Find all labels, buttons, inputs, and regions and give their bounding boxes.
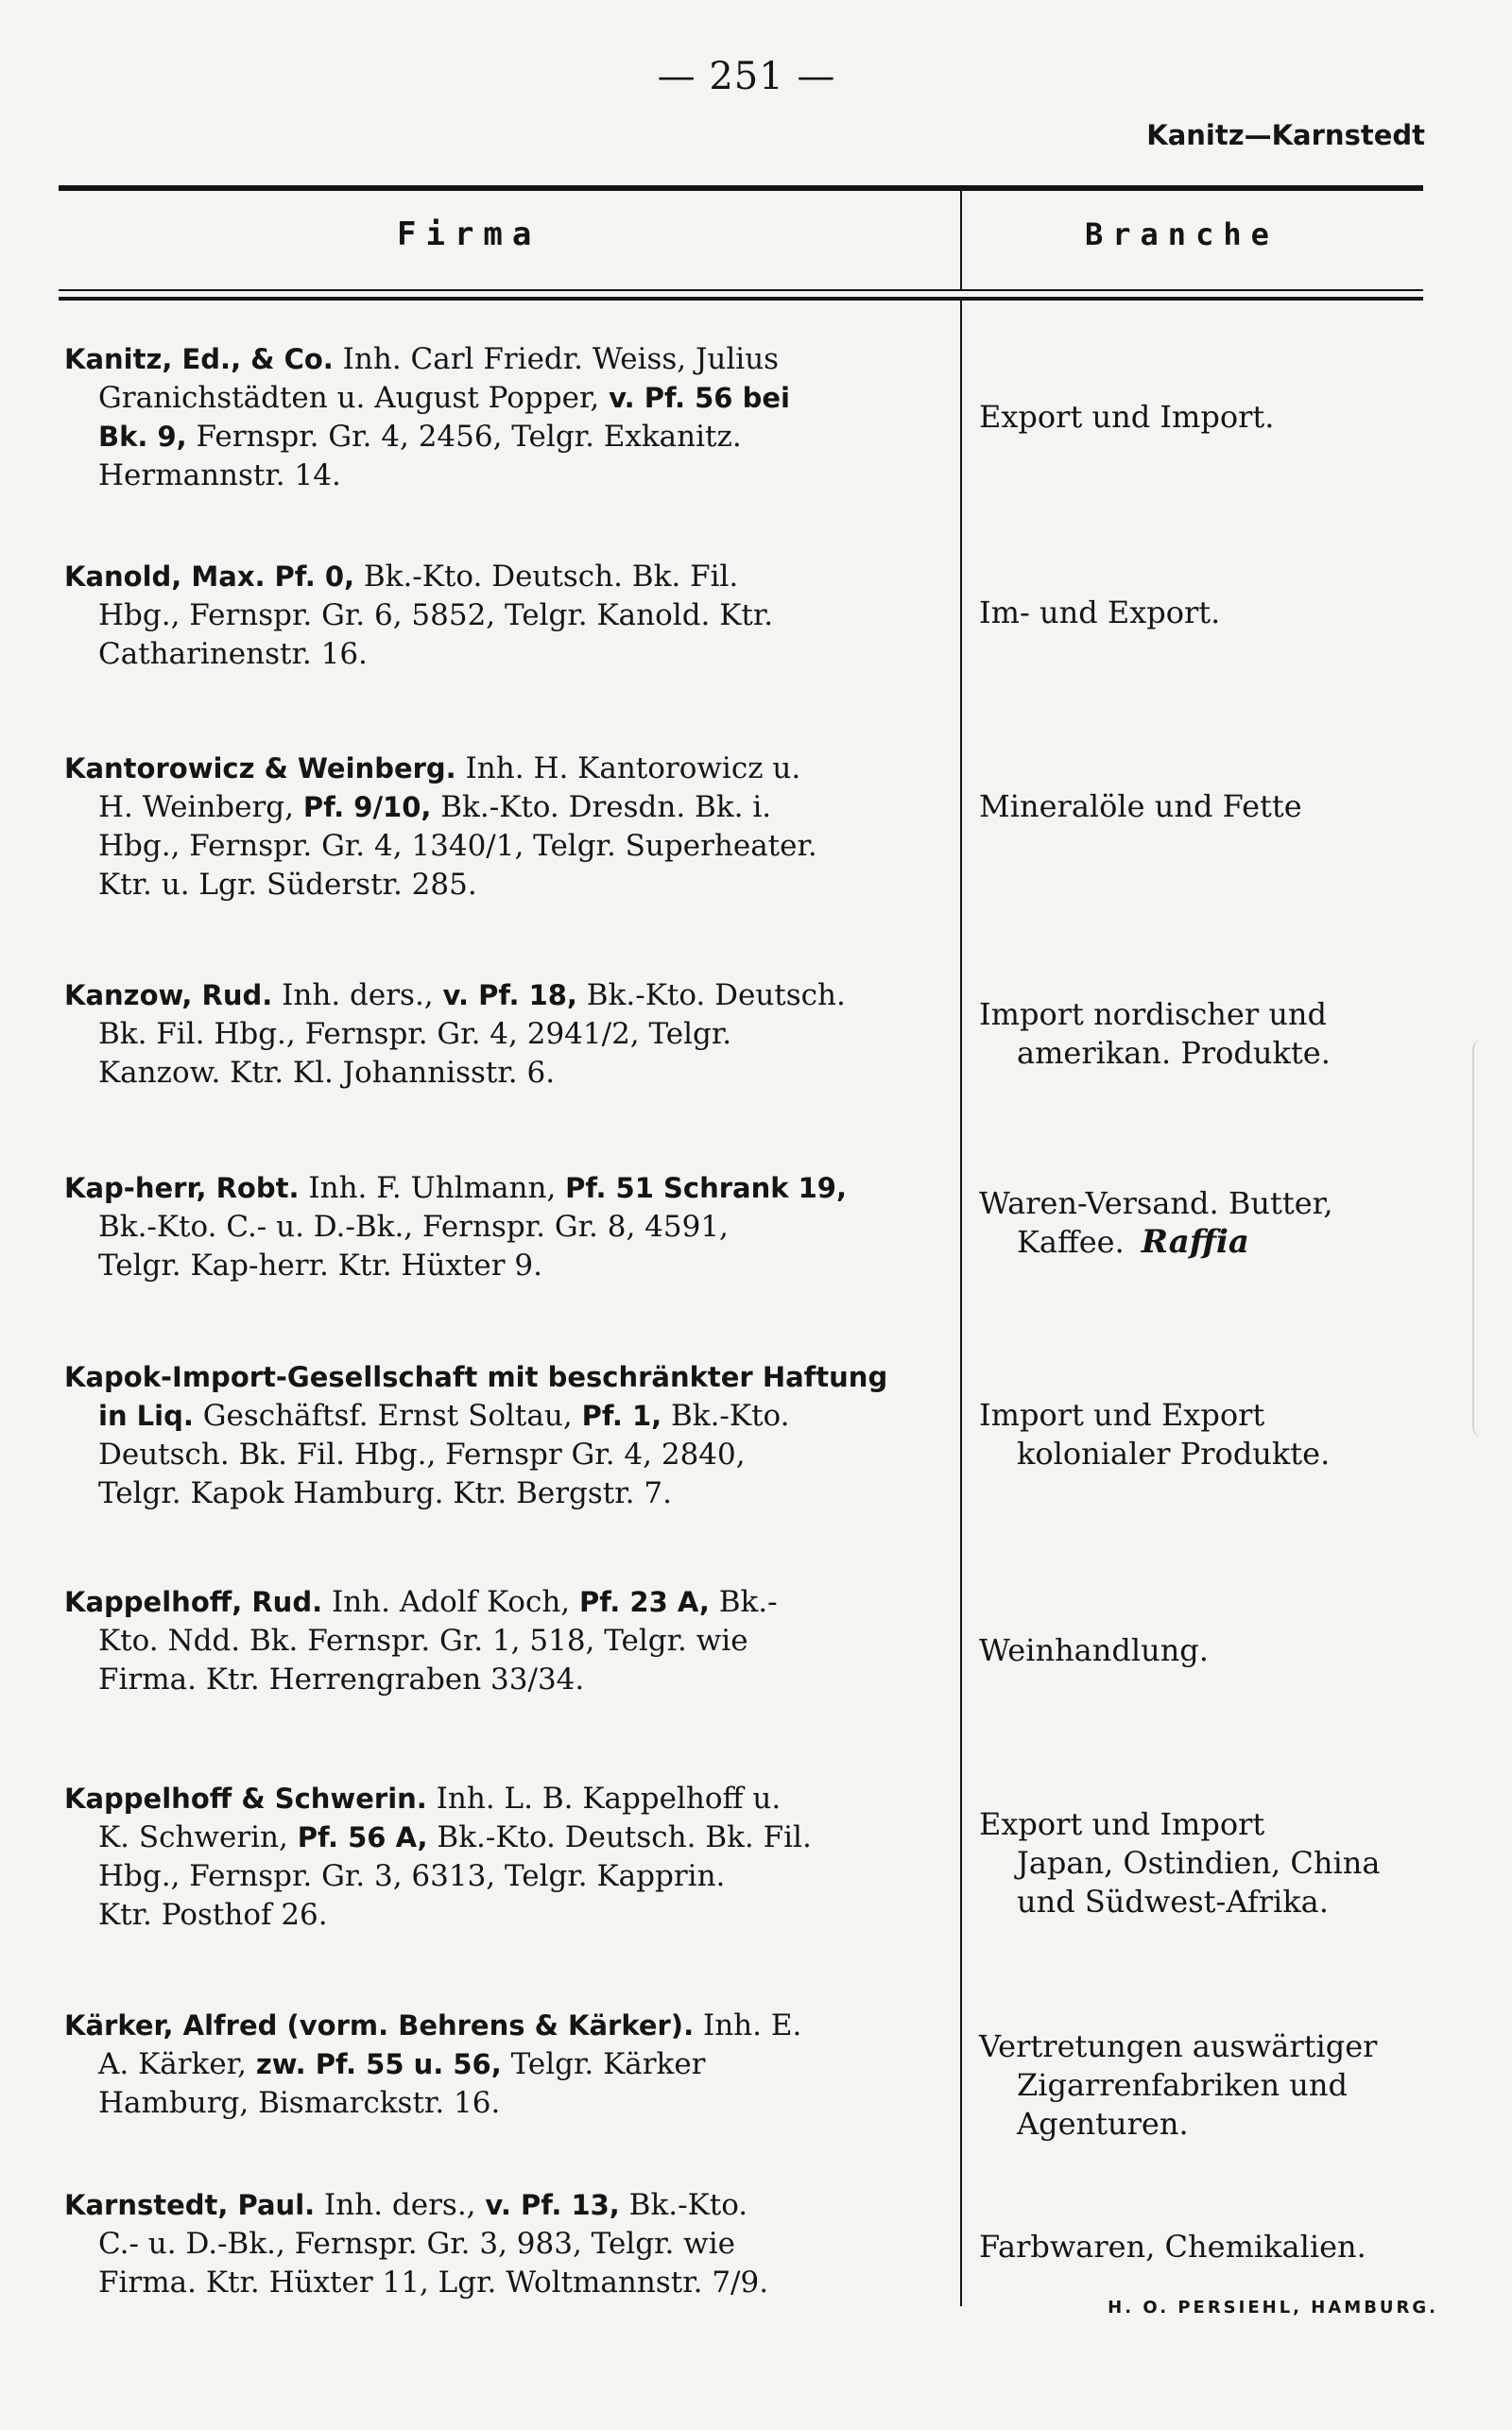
entry-branche — [979, 1184, 1489, 1262]
text-segment: Hbg., Fernspr. Gr. 3, 6313, Telgr. Kapprin. — [98, 1859, 726, 1893]
branche-line — [979, 1631, 1489, 1670]
bold-segment: Bk. 9, — [98, 421, 187, 453]
entry-line — [64, 1247, 953, 1285]
entry-line — [64, 750, 953, 788]
entry-firma — [64, 750, 953, 905]
entry-line — [64, 866, 953, 905]
text-segment: Inh. L. B. Kappelhoff u. — [426, 1782, 782, 1816]
header-rule-double — [59, 297, 1423, 301]
branche-text: kolonialer Produkte. — [1017, 1436, 1331, 1472]
text-segment: Firma. Ktr. Hüxter 11, Lgr. Woltmannstr. 7/9. — [98, 2266, 769, 2300]
bold-segment: v. Pf. 18, — [442, 979, 577, 1011]
branche-line — [979, 398, 1489, 437]
text-segment: Bk.- — [709, 1585, 778, 1619]
bold-segment: Kärker, Alfred (vorm. Behrens & Kärker). — [64, 2009, 695, 2042]
entry-line — [64, 1436, 953, 1474]
bold-segment: Kanzow, Rud. — [64, 979, 273, 1011]
entry-branche — [979, 1396, 1489, 1474]
entry-line — [64, 1857, 953, 1896]
branche-line — [979, 1184, 1489, 1223]
bold-segment: Pf. 56 A, — [297, 1821, 428, 1853]
branche-text: und Südwest-Afrika. — [1017, 1884, 1329, 1920]
text-segment — [266, 560, 275, 594]
text-segment: Hermannstr. 14. — [98, 458, 341, 492]
entry-line — [64, 1818, 953, 1857]
entry-firma — [64, 340, 953, 495]
entry-line — [64, 1208, 953, 1247]
entry-firma — [64, 1780, 953, 1935]
entry-line — [64, 1896, 953, 1935]
entry-branche — [979, 398, 1489, 437]
entry-line — [64, 976, 953, 1015]
text-segment: Bk.-Kto. — [619, 2188, 748, 2222]
entry-line — [64, 1622, 953, 1661]
bold-segment: Pf. 23 A, — [579, 1586, 710, 1618]
branche-line — [979, 787, 1489, 826]
running-head: Kanitz—Karnstedt — [1146, 119, 1425, 151]
branche-text: Waren-Versand. Butter, — [979, 1185, 1333, 1221]
text-segment: C.- u. D.-Bk., Fernspr. Gr. 3, 983, Telgr. wie — [98, 2227, 735, 2261]
top-rule — [59, 185, 1423, 191]
text-segment: Deutsch. Bk. Fil. Hbg., Fernspr Gr. 4, 2840, — [98, 1438, 746, 1472]
text-segment: Inh. Adolf Koch, — [322, 1585, 579, 1619]
branche-line — [979, 1223, 1489, 1262]
text-segment: Hbg., Fernspr. Gr. 6, 5852, Telgr. Kanold. Ktr. — [98, 598, 774, 632]
entry-line — [64, 2264, 953, 2302]
entry-line — [64, 788, 953, 827]
bold-segment: zw. Pf. 55 u. 56, — [255, 2048, 502, 2080]
branche-line — [979, 1034, 1489, 1073]
entry-line — [64, 379, 953, 418]
branche-line — [979, 1396, 1489, 1435]
entry-line — [64, 558, 953, 596]
text-segment: Inh. F. Uhlmann, — [299, 1171, 566, 1205]
text-segment: Kanzow. Ktr. Kl. Johannisstr. 6. — [98, 1056, 556, 1090]
entry-line — [64, 1583, 953, 1622]
bold-segment: Karnstedt, Paul. — [64, 2189, 316, 2221]
entry-line — [64, 827, 953, 866]
branche-text: Export und Import — [979, 1806, 1265, 1842]
entry-branche — [979, 594, 1489, 632]
text-segment: Bk.-Kto. Deutsch. Bk. Fil. — [354, 560, 739, 594]
entry-firma — [64, 1358, 953, 1513]
bold-segment: Kanitz, Ed., & Co. — [64, 343, 334, 375]
text-segment: Bk.-Kto. Deutsch. Bk. Fil. — [427, 1820, 812, 1854]
bold-segment: Kantorowicz & Weinberg. — [64, 752, 456, 784]
branche-text: Im- und Export. — [979, 595, 1221, 630]
text-segment: Telgr. Kapok Hamburg. Ktr. Bergstr. 7. — [98, 1476, 672, 1510]
body-column-divider — [960, 301, 962, 2306]
branche-line — [979, 2105, 1489, 2144]
text-segment: Inh. Carl Friedr. Weiss, Julius — [333, 342, 780, 376]
entry-branche — [979, 787, 1489, 826]
entry-firma — [64, 1583, 953, 1699]
bold-segment: Kap-herr, Robt. — [64, 1172, 300, 1204]
branche-line — [979, 1883, 1489, 1922]
entry-line — [64, 2007, 953, 2045]
text-segment: Inh. ders., — [272, 978, 443, 1012]
branche-text: amerikan. Produkte. — [1017, 1035, 1331, 1071]
text-segment: Geschäftsf. Ernst Soltau, — [193, 1399, 582, 1433]
entry-line — [64, 1054, 953, 1093]
branche-line — [979, 1844, 1489, 1883]
entry-branche — [979, 2027, 1489, 2144]
branche-text: Zigarrenfabriken und — [1017, 2067, 1348, 2103]
text-segment: H. Weinberg, — [98, 790, 303, 824]
header-column-divider — [960, 185, 962, 291]
bold-segment: v. Pf. 13, — [485, 2189, 620, 2221]
bold-segment: Kanold, Max. — [64, 560, 266, 593]
entry-line — [64, 457, 953, 495]
column-header-firma: Firma — [397, 215, 541, 253]
bold-segment: Pf. 51 Schrank 19, — [565, 1172, 848, 1204]
branche-text: Kaffee. — [1017, 1224, 1125, 1260]
text-segment: Bk.-Kto. Deutsch. — [576, 978, 846, 1012]
entry-line — [64, 1015, 953, 1054]
entry-line — [64, 1661, 953, 1699]
text-segment: Ktr. Posthof 26. — [98, 1898, 328, 1932]
column-header-branche: Branche — [1085, 216, 1279, 252]
entry-line — [64, 1169, 953, 1208]
entry-line — [64, 635, 953, 674]
text-segment: K. Schwerin, — [98, 1820, 298, 1854]
entry-branche — [979, 1805, 1489, 1922]
branche-text: Weinhandlung. — [979, 1632, 1209, 1668]
text-segment: Firma. Ktr. Herrengraben 33/34. — [98, 1663, 585, 1697]
handwritten-annotation: Raffia — [1141, 1223, 1249, 1261]
bold-segment: v. Pf. 56 bei — [609, 382, 790, 414]
entry-line — [64, 1474, 953, 1513]
text-segment: Inh. H. Kantorowicz u. — [455, 751, 801, 785]
entry-branche — [979, 2228, 1489, 2266]
branche-line — [979, 594, 1489, 632]
book-edge — [1472, 1040, 1512, 1437]
branche-line — [979, 2228, 1489, 2266]
text-segment: A. Kärker, — [98, 2047, 256, 2081]
branche-text: Vertretungen auswärtiger — [979, 2028, 1378, 2064]
entry-line — [64, 596, 953, 635]
entry-line — [64, 340, 953, 379]
branche-text: Import und Export — [979, 1397, 1265, 1433]
header-rule — [59, 289, 1423, 291]
entry-branche — [979, 1631, 1489, 1670]
entry-firma — [64, 1169, 953, 1285]
entry-branche — [979, 995, 1489, 1073]
branche-text: Agenturen. — [1017, 2106, 1189, 2142]
text-segment: Bk.-Kto. — [662, 1399, 790, 1433]
page-number: — 251 — — [657, 55, 836, 98]
entry-firma — [64, 2007, 953, 2123]
text-segment: Hamburg, Bismarckstr. 16. — [98, 2086, 501, 2120]
entry-firma — [64, 976, 953, 1093]
entry-line — [64, 1358, 953, 1397]
text-segment: Granichstädten u. August Popper, — [98, 381, 610, 415]
text-segment: Ktr. u. Lgr. Süderstr. 285. — [98, 868, 477, 902]
branche-line — [979, 1435, 1489, 1474]
text-segment: Inh. ders., — [315, 2188, 486, 2222]
bold-segment: in Liq. — [98, 1400, 194, 1432]
printer-imprint: H. O. PERSIEHL, HAMBURG. — [1108, 2298, 1438, 2318]
branche-text: Farbwaren, Chemikalien. — [979, 2229, 1366, 2265]
entry-firma — [64, 2186, 953, 2302]
branche-line — [979, 995, 1489, 1034]
bold-segment: Kapok-Import-Gesellschaft mit beschränkter Haftung — [64, 1361, 888, 1393]
text-segment: Telgr. Kap-herr. Ktr. Hüxter 9. — [98, 1249, 542, 1283]
text-segment: Inh. E. — [694, 2008, 802, 2042]
branche-line — [979, 1805, 1489, 1844]
bold-segment: Kappelhoff & Schwerin. — [64, 1783, 427, 1815]
entry-line — [64, 2084, 953, 2123]
text-segment: Kto. Ndd. Bk. Fernspr. Gr. 1, 518, Telgr. wie — [98, 1624, 748, 1658]
text-segment: Telgr. Kärker — [501, 2047, 706, 2081]
branche-text: Export und Import. — [979, 399, 1275, 435]
entry-line — [64, 2225, 953, 2264]
branche-line — [979, 2027, 1489, 2066]
entry-firma — [64, 558, 953, 674]
text-segment: Hbg., Fernspr. Gr. 4, 1340/1, Telgr. Superheater. — [98, 829, 817, 863]
entry-line — [64, 418, 953, 457]
entry-line — [64, 2045, 953, 2084]
bold-segment: Pf. 9/10, — [302, 791, 432, 823]
bold-segment: Kappelhoff, Rud. — [64, 1586, 323, 1618]
text-segment: Bk.-Kto. Dresdn. Bk. i. — [431, 790, 772, 824]
entry-line — [64, 1780, 953, 1818]
text-segment: Fernspr. Gr. 4, 2456, Telgr. Exkanitz. — [186, 420, 742, 454]
text-segment: Bk.-Kto. C.- u. D.-Bk., Fernspr. Gr. 8, 4591, — [98, 1210, 729, 1244]
text-segment: Bk. Fil. Hbg., Fernspr. Gr. 4, 2941/2, Telgr. — [98, 1017, 732, 1051]
bold-segment: Pf. 0, — [274, 560, 355, 593]
branche-text: Import nordischer und — [979, 996, 1328, 1032]
bold-segment: Pf. 1, — [581, 1400, 662, 1432]
entry-line — [64, 1397, 953, 1436]
branche-line — [979, 2066, 1489, 2105]
entry-line — [64, 2186, 953, 2225]
text-segment: Catharinenstr. 16. — [98, 637, 368, 671]
branche-text: Mineralöle und Fette — [979, 788, 1302, 824]
branche-text: Japan, Ostindien, China — [1017, 1845, 1381, 1881]
